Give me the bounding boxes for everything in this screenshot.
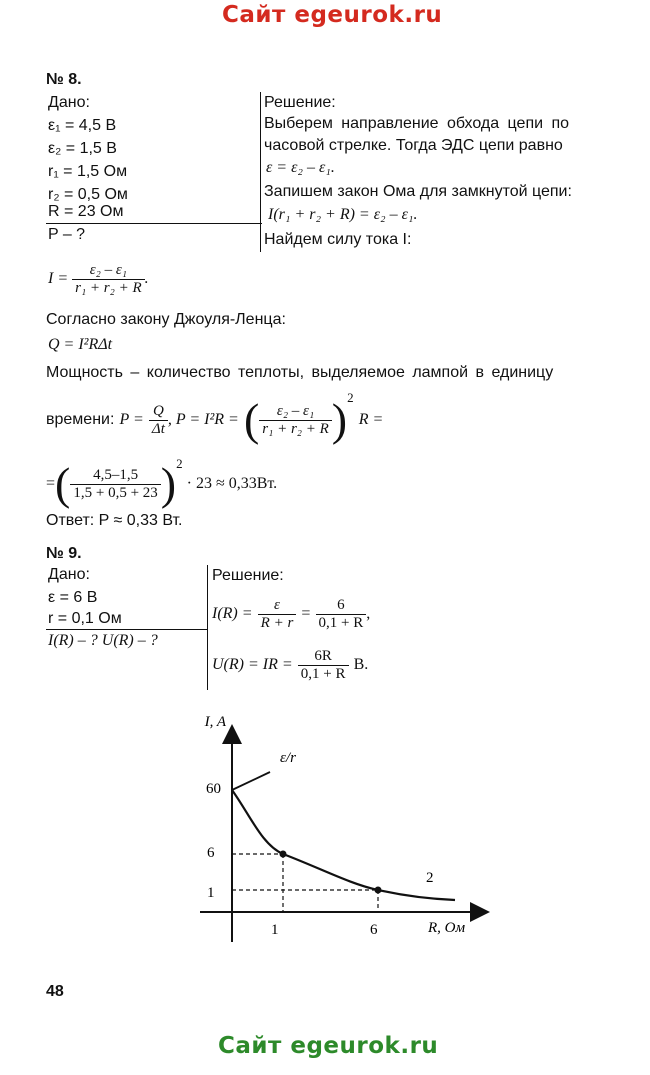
y-tick-label: 6 [207, 845, 215, 861]
problem-9-given-label: Дано: [48, 566, 90, 583]
solution-formula: I(r₁ + r₂ + R) = ε₂ – ε₁. [268, 206, 418, 223]
given-item: ε₁ = 4,5 В [48, 117, 117, 134]
problem-9-find: I(R) – ? U(R) – ? [48, 632, 158, 649]
solution-text: Выберем направление обхода цепи по [264, 115, 570, 132]
site-watermark-top: Сайт egeurok.ru [222, 2, 443, 28]
data-point [280, 851, 287, 858]
tangent-label: ε/r [280, 750, 296, 766]
solution-formula: ε = ε₂ – ε₁. [266, 159, 335, 176]
problem-8-answer: Ответ: P ≈ 0,33 Вт. [46, 512, 183, 529]
data-point [375, 887, 382, 894]
joule-text: Согласно закону Джоуля-Ленца: [46, 311, 286, 328]
given-separator [46, 223, 262, 224]
site-watermark-bottom: Сайт egeurok.ru [218, 1033, 439, 1059]
problem-9-solution-label: Решение: [212, 567, 284, 584]
given-item: r₁ = 1,5 Ом [48, 163, 128, 180]
solution-text: часовой стрелке. Тогда ЭДС цепи равно [264, 137, 563, 154]
page-number: 48 [46, 983, 64, 1000]
current-curve [232, 790, 455, 900]
given-separator [46, 629, 208, 630]
current-resistance-graph [0, 700, 650, 960]
power-formula: времени: P = $\frac{Q}{\Delta t}$ , P = I²R = ( $\frac{\text{ε₂ – ε₁}}{\text{r₁ + r₂ + R}}$ ) $^2$ R = [46, 390, 384, 445]
voltage-function-formula: U(R) = IR = $\frac{6R}{0,1 + R}$ В. [212, 647, 369, 682]
given-item: ε₂ = 1,5 В [48, 140, 117, 157]
x-tick-label: 1 [271, 922, 279, 938]
given-item: r₂ = 0,5 Ом [48, 186, 128, 203]
y-tick-label: 1 [207, 885, 215, 901]
x-axis-label: R, Ом [428, 920, 466, 936]
curve-label: 2 [426, 870, 434, 886]
problem-8-given-label: Дано: [48, 94, 90, 111]
current-function-formula: I(R) = $\frac{\varepsilon}{R + r}$ = $\frac{6}{0,1 + R}$ , [212, 596, 371, 631]
given-item: r = 0,1 Ом [48, 610, 122, 627]
solution-text: Найдем силу тока I: [264, 231, 412, 248]
x-tick-label: 6 [370, 922, 378, 938]
solution-text: Запишем закон Ома для замкнутой цепи: [264, 183, 572, 200]
joule-formula: Q = I²RΔt [48, 336, 113, 353]
given-divider [207, 565, 208, 690]
tangent-line [232, 772, 270, 790]
y-tick-label: 60 [206, 781, 221, 797]
problem-9-number: № 9. [46, 545, 82, 562]
calculation-formula: = ( $\frac{4,5-1,5}{1,5 + 0,5 + 23}$ ) $^2$ · 23 ≈ 0,33Вт. [46, 456, 278, 509]
given-divider [260, 92, 261, 252]
y-axis-label: I, A [204, 714, 226, 730]
problem-8-solution-label: Решение: [264, 94, 336, 111]
power-text: Мощность – количество теплоты, выделяемое лампой в единицу [46, 364, 554, 381]
given-item: R = 23 Ом [48, 203, 124, 220]
problem-8-find: P – ? [48, 226, 86, 243]
problem-8-number: № 8. [46, 71, 82, 88]
given-item: ε = 6 В [48, 589, 98, 606]
current-formula: I = $\frac{\text{ε₂ – ε₁}}{\text{r₁ + r₂ + R}}$ . [48, 262, 149, 296]
